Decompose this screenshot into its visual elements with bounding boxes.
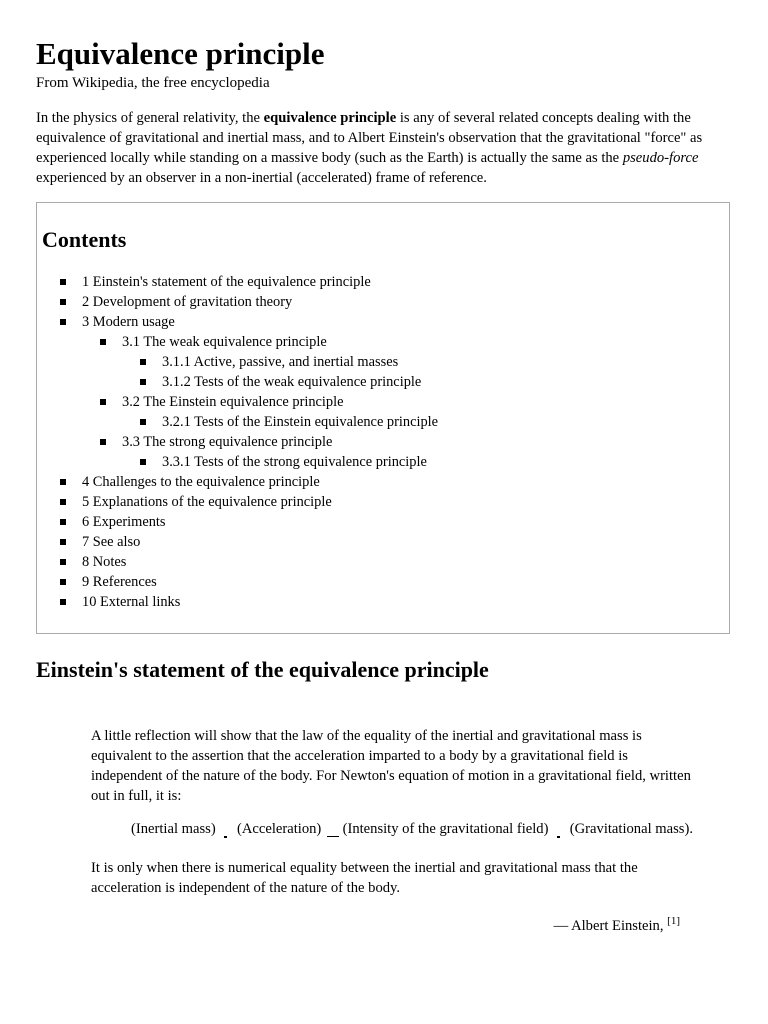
newton-equation — [131, 819, 693, 839]
bullet-icon — [140, 379, 146, 385]
equals-icon — [327, 824, 337, 836]
intro-text-2: is any of several related concepts dealing with the equivalence of gravitational and inertial mass, and to Albert Einstein's observation that the gravitational "force" as experienced locally while standing on a massive body (such as the Earth) is actually the same as the — [36, 110, 703, 166]
attribution-text: — Albert Einstein, — [553, 918, 664, 934]
bullet-icon — [100, 439, 106, 445]
page-tagline: From Wikipedia, the free encyclopedia — [36, 75, 270, 91]
bullet-icon — [60, 519, 66, 525]
bullet-icon — [60, 299, 66, 305]
intro-text-3: experienced by an observer in a non-inertial (accelerated) frame of reference. — [36, 170, 487, 186]
intro-text-1: In the physics of general relativity, the — [36, 110, 264, 126]
page-title: Equivalence principle — [36, 36, 325, 71]
bullet-icon — [100, 399, 106, 405]
equation-term-4: (Gravitational mass). — [569, 821, 693, 837]
quote-attribution — [554, 911, 680, 936]
section-heading: Einstein's statement of the equivalence principle — [36, 657, 489, 682]
intro-paragraph — [36, 108, 726, 188]
bullet-icon — [60, 319, 66, 325]
bullet-icon — [140, 359, 146, 365]
bullet-icon — [60, 599, 66, 605]
toc-title: Contents — [42, 227, 127, 252]
bullet-icon — [100, 339, 106, 345]
bullet-icon — [60, 279, 66, 285]
quote-paragraph-1: A little reflection will show that the law of the equality of the inertial and gravitational mass is equivalent to the assertion that the acceleration imparted to a body by a gravitational field is independent of the nature of the body. For Newton's equation of motion in a gravitational field, written out in full, it is: — [91, 728, 691, 804]
equation-term-2: (Acceleration) — [237, 821, 322, 837]
equation-term-3: (Intensity of the gravitational field) — [342, 821, 549, 837]
intro-bold-term: equivalence principle — [263, 110, 397, 126]
quote-paragraph-2: It is only when there is numerical equality between the inertial and gravitational mass that the acceleration is independent of the nature of the body. — [91, 860, 638, 896]
multiply-icon — [554, 824, 564, 836]
intro-italic-term[interactable]: pseudo-force — [622, 150, 699, 166]
bullet-icon — [140, 419, 146, 425]
bullet-icon — [60, 559, 66, 565]
bullet-icon — [60, 539, 66, 545]
equation-term-1: (Inertial mass) — [131, 821, 216, 837]
multiply-icon — [221, 824, 231, 836]
bullet-icon — [60, 479, 66, 485]
citation-link[interactable]: [1] — [667, 915, 680, 927]
bullet-icon — [60, 579, 66, 585]
bullet-icon — [140, 459, 146, 465]
bullet-icon — [60, 499, 66, 505]
